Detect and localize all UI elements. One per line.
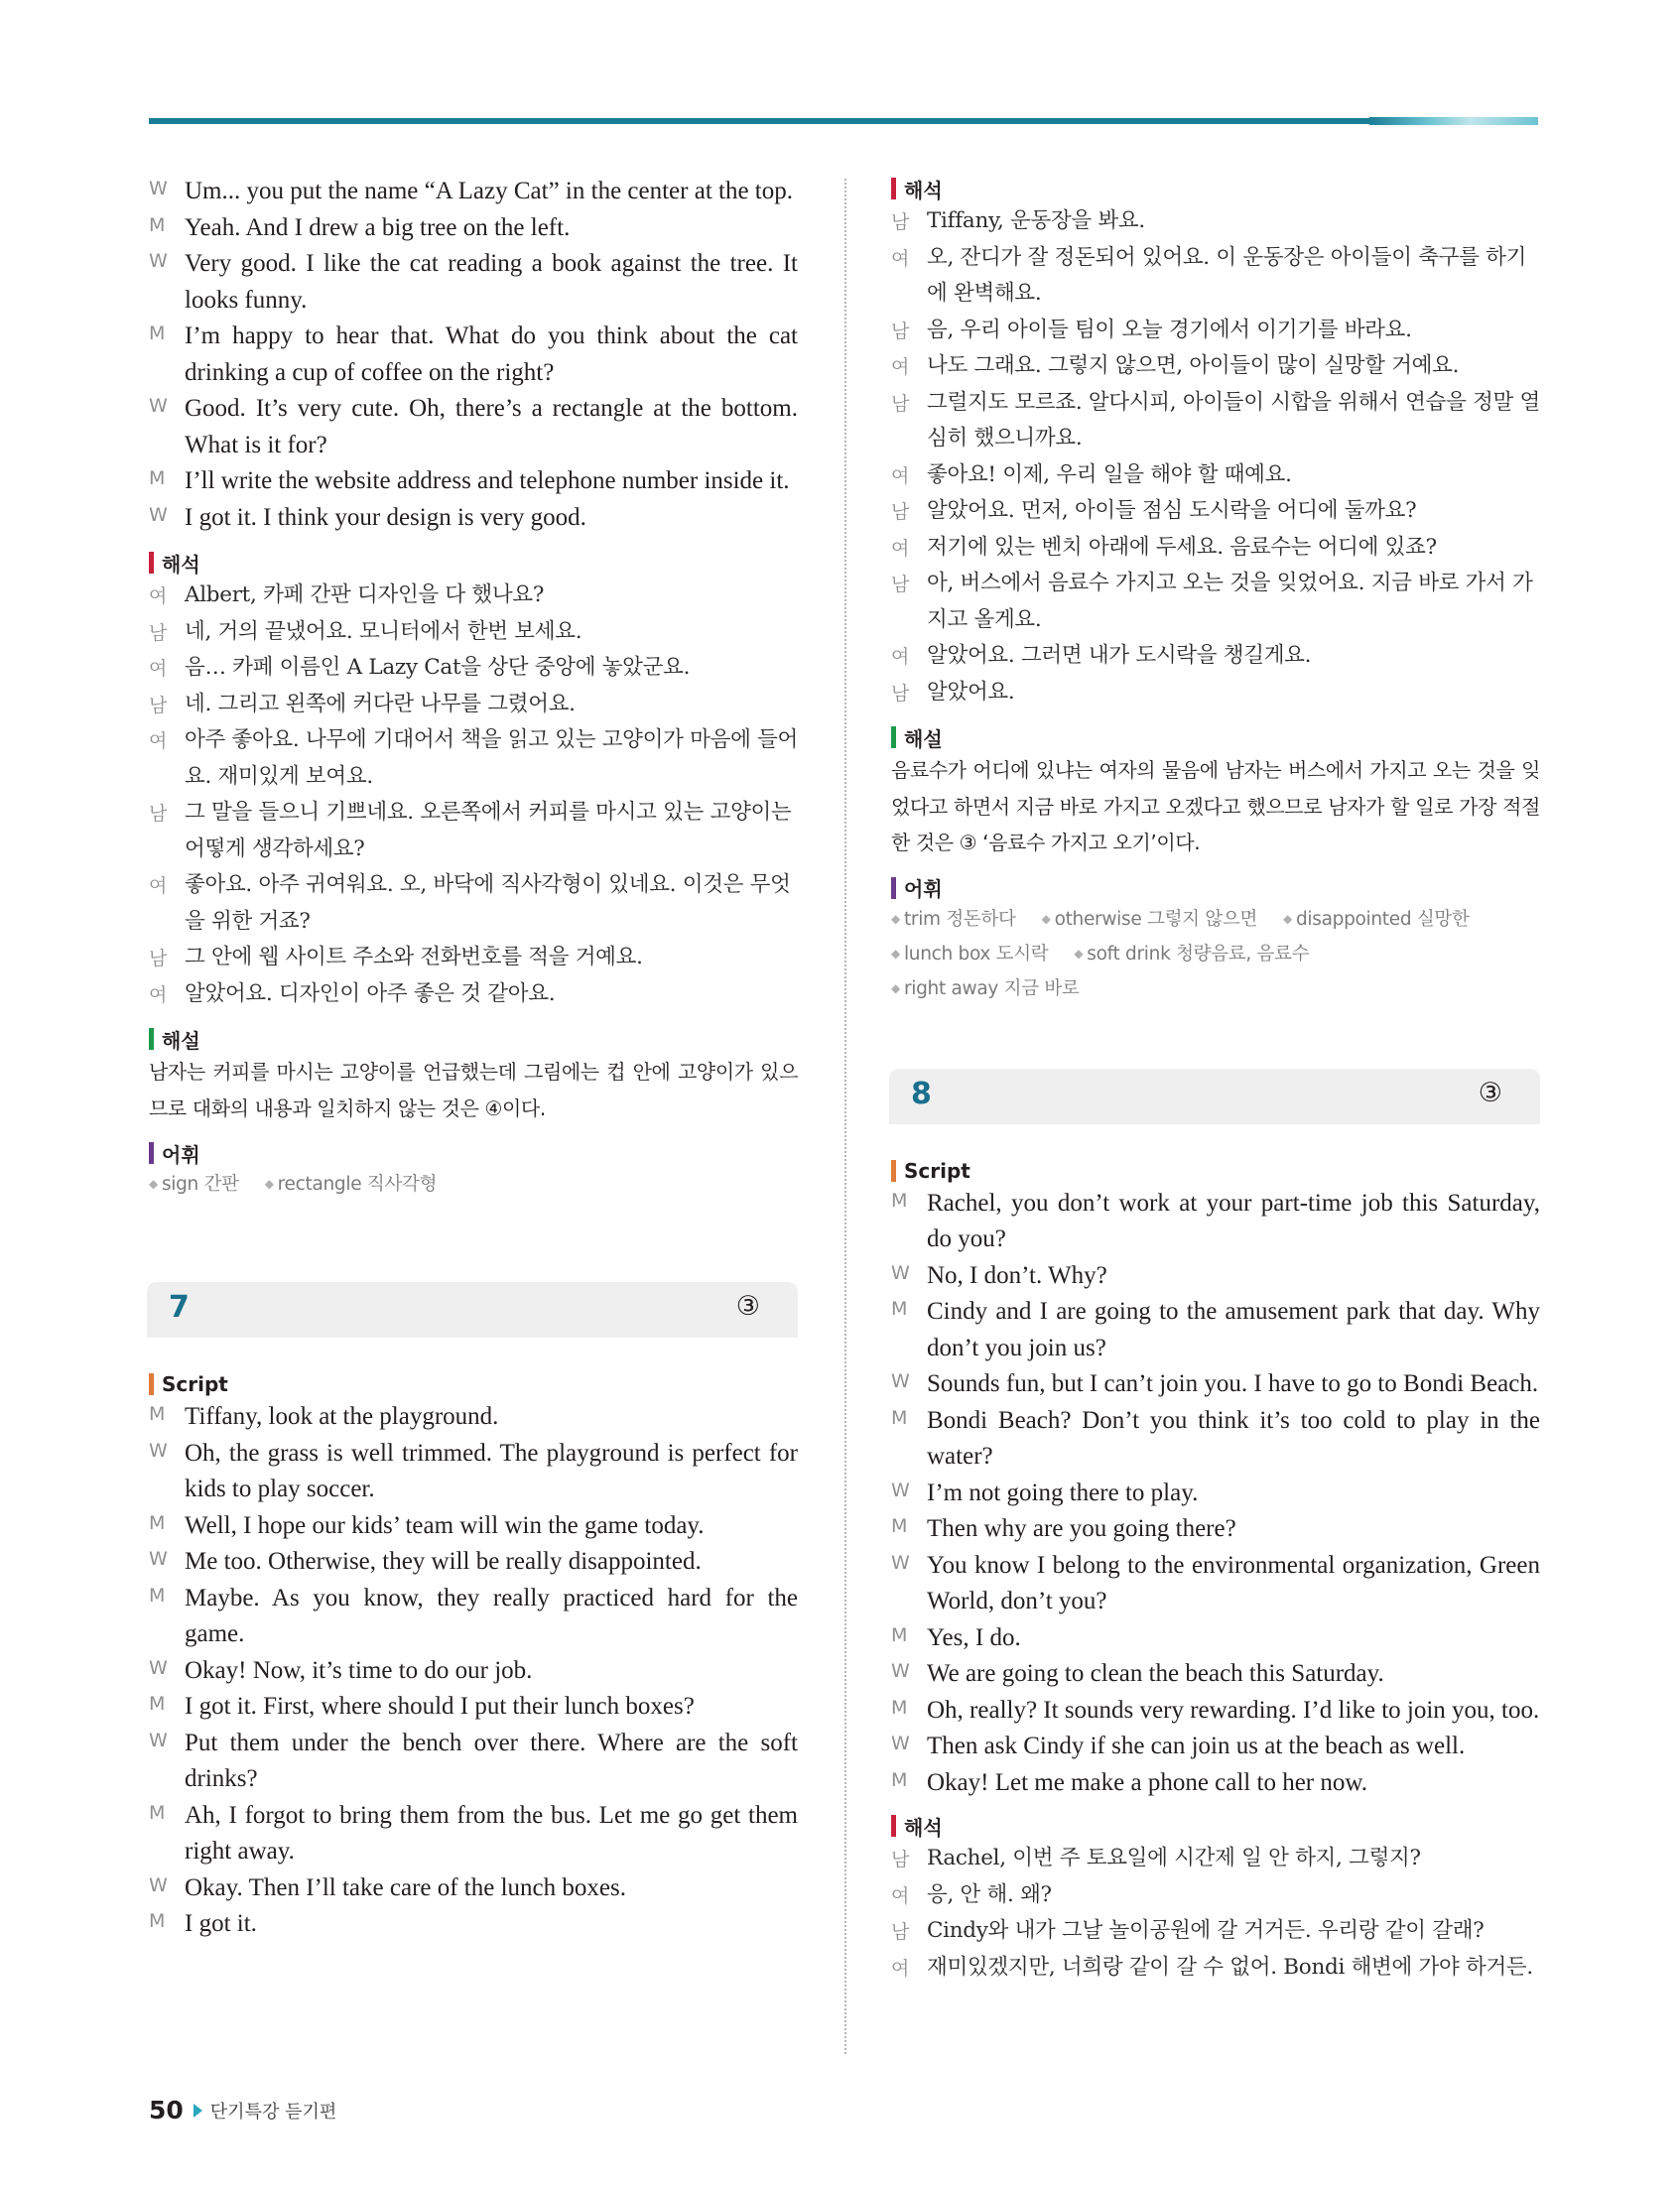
question-number: 7 <box>169 1290 190 1325</box>
speaker-mark: W <box>149 1439 168 1462</box>
dialogue-text: Um... you put the name “A Lazy Cat” in the center at the top. <box>185 178 794 204</box>
speaker-mark: M <box>149 1910 166 1932</box>
dialogue-line <box>891 1548 1540 1620</box>
dialogue-line <box>891 1950 1540 1987</box>
dialogue-line <box>891 675 1540 711</box>
bullet-icon: ◆ <box>891 946 900 961</box>
dialogue-line <box>891 1186 1540 1258</box>
speaker-mark: 남 <box>891 320 910 342</box>
vocabulary-7 <box>891 903 1540 1007</box>
dialogue-line <box>149 1581 798 1653</box>
dialogue-text: You know I belong to the environmental organization, Green World, don’t you? <box>927 1551 1540 1614</box>
dialogue-text: Okay. Then I’ll take care of the lunch boxes. <box>185 1873 626 1901</box>
dialogue-text: I’m not going there to play. <box>927 1479 1199 1506</box>
speaker-mark: 남 <box>891 574 910 595</box>
dialogue-text: 저기에 있는 벤치 아래에 두세요. 음료수는 어디에 있죠? <box>927 534 1437 560</box>
script-7 <box>149 1399 798 1943</box>
speaker-mark: W <box>149 250 168 272</box>
dialogue-line <box>149 578 798 614</box>
speaker-mark: 남 <box>891 1849 910 1870</box>
answer-mark: ③ <box>1478 1077 1502 1108</box>
speaker-mark: 남 <box>891 501 910 523</box>
speaker-mark: 남 <box>891 682 910 705</box>
right-column <box>891 174 1540 1986</box>
bullet-icon: ◆ <box>891 980 900 995</box>
speaker-mark: 여 <box>891 537 910 560</box>
translation-8 <box>891 1841 1540 1986</box>
vocab-item <box>149 1168 239 1203</box>
dialogue-text: Rachel, 이번 주 토요일에 시간제 일 안 하지, 그렇지? <box>927 1846 1421 1870</box>
dialogue-line <box>891 1693 1540 1730</box>
dialogue-line <box>891 313 1540 349</box>
dialogue-text: Albert, 카페 간판 디자인을 다 했나요? <box>185 582 545 607</box>
explanation-7: 음료수가 어디에 있냐는 여자의 물음에 남자는 버스에서 가지고 오는 것을 잊었다고 하면서 지금 바로 가지고 오겠다고 했으므로 남자가 할 일로 가장 적절한 것은 ③ ‘음료수 가지고 오기’이다. <box>891 758 1540 854</box>
dialogue-text: Cindy and I are going to the amusement park that day. Why don’t you join us? <box>927 1298 1540 1361</box>
dialogue-line <box>891 1877 1540 1914</box>
dialogue-text: 그 안에 웹 사이트 주소와 전화번호를 적을 거예요. <box>185 945 643 969</box>
dialogue-line <box>891 203 1540 240</box>
dialogue-line <box>149 463 798 500</box>
dialogue-line <box>149 687 798 723</box>
bullet-icon: ◆ <box>264 1177 274 1191</box>
haeseol-label: 해설 <box>149 1024 798 1054</box>
speaker-mark: 남 <box>149 803 168 825</box>
speaker-mark: W <box>891 1479 910 1501</box>
dialogue-line <box>149 1436 798 1508</box>
dialogue-line <box>149 1870 798 1907</box>
vocab-item <box>891 938 1048 972</box>
dialogue-text: 응, 안 해. 왜? <box>927 1881 1052 1907</box>
vocab-text: rectangle 직사각형 <box>277 1174 438 1195</box>
dialogue-text: No, I don’t. Why? <box>927 1261 1107 1289</box>
dialogue-text: Sounds fun, but I can’t join you. I have to go to Bondi Beach. <box>927 1370 1539 1397</box>
speaker-mark: 여 <box>891 646 910 668</box>
dialogue-text: 그 말을 들으니 기쁘네요. 오른쪽에서 커피를 마시고 있는 고양이는 어떻게 생각하세요? <box>185 800 792 861</box>
dialogue-line <box>891 1476 1540 1512</box>
dialogue-text: Oh, the grass is well trimmed. The playground is perfect for kids to play soccer. <box>185 1439 798 1502</box>
speaker-mark: 여 <box>149 585 168 607</box>
dialogue-line <box>891 1656 1540 1693</box>
vocab-text: lunch box 도시락 <box>903 943 1049 965</box>
speaker-mark: W <box>891 1261 910 1284</box>
dialogue-line <box>891 1841 1540 1877</box>
dialogue-line <box>149 174 798 210</box>
dialogue-text: Very good. I like the cat reading a book against the tree. It looks funny. <box>185 250 798 314</box>
speaker-mark: M <box>891 1298 908 1320</box>
page-number: 50 <box>149 2096 184 2124</box>
vocab-text: disappointed 실망한 <box>1295 908 1470 930</box>
speaker-mark: W <box>149 178 168 199</box>
dialogue-text: Ah, I forgot to bring them from the bus. Let me go get them right away. <box>185 1801 798 1865</box>
dialogue-line <box>891 1258 1540 1295</box>
speaker-mark: W <box>149 503 168 526</box>
dialogue-line <box>891 1403 1540 1476</box>
speaker-mark: W <box>149 1656 168 1679</box>
speaker-mark: W <box>149 395 168 417</box>
explanation-6: 남자는 커피를 마시는 고양이를 언급했는데 그림에는 컵 안에 고양이가 있으므로 대화의 내용과 일치하지 않는 것은 ④이다. <box>149 1060 798 1120</box>
dialogue-line <box>891 1294 1540 1366</box>
bullet-icon: ◆ <box>149 1177 158 1191</box>
dialogue-text: Well, I hope our kids’ team will win the game today. <box>185 1511 705 1539</box>
dialogue-line <box>891 1729 1540 1765</box>
dialogue-line <box>149 1399 798 1436</box>
speaker-mark: 남 <box>891 211 910 233</box>
dialogue-line <box>891 348 1540 385</box>
dialogue-text: Maybe. As you know, they really practiced hard for the game. <box>185 1584 798 1647</box>
dialogue-line <box>149 500 798 537</box>
speaker-mark: W <box>149 1873 168 1896</box>
speaker-mark: M <box>891 1768 908 1791</box>
vocab-text: right away 지금 바로 <box>903 977 1080 999</box>
column-divider <box>844 179 846 2054</box>
vocab-text: sign 간판 <box>161 1174 239 1195</box>
dialogue-text: I’m happy to hear that. What do you think about the cat drinking a cup of coffee on the right? <box>185 322 798 386</box>
vocab-text: trim 정돈하다 <box>903 908 1016 930</box>
script-label: Script <box>149 1369 798 1399</box>
vocab-item <box>1283 903 1470 938</box>
speaker-mark: 남 <box>891 392 910 415</box>
dialogue-line <box>891 530 1540 567</box>
speaker-mark: 여 <box>149 983 168 1006</box>
dialogue-line <box>149 1726 798 1798</box>
dialogue-text: Yes, I do. <box>927 1623 1021 1651</box>
speaker-mark: M <box>149 1511 166 1534</box>
speaker-mark: W <box>891 1660 910 1682</box>
dialogue-text: 오, 잔디가 잘 정돈되어 있어요. 이 운동장은 아이들이 축구를 하기에 완벽해요. <box>927 244 1527 306</box>
vocab-item <box>1042 903 1257 938</box>
dialogue-text: I got it. First, where should I put their lunch boxes? <box>185 1693 695 1720</box>
dialogue-text: Tiffany, look at the playground. <box>185 1403 499 1430</box>
question-7-header <box>147 1282 798 1338</box>
dialogue-text: 알았어요. 디자인이 아주 좋은 것 같아요. <box>185 980 556 1006</box>
speaker-mark: M <box>891 1189 908 1212</box>
dialogue-line <box>149 1544 798 1581</box>
speaker-mark: 여 <box>891 356 910 378</box>
speaker-mark: 남 <box>149 948 168 969</box>
dialogue-line <box>149 940 798 976</box>
dialogue-line <box>149 795 798 867</box>
dialogue-line <box>149 614 798 651</box>
dialogue-text: Rachel, you don’t work at your part-time job this Saturday, do you? <box>927 1189 1540 1252</box>
vocab-item <box>1074 938 1309 972</box>
speaker-mark: 여 <box>149 730 168 752</box>
dialogue-text: Me too. Otherwise, they will be really disappointed. <box>185 1548 702 1575</box>
speaker-mark: W <box>891 1370 910 1392</box>
dialogue-text: I got it. I think your design is very good. <box>185 503 586 531</box>
speaker-mark: M <box>891 1623 908 1646</box>
speaker-mark: M <box>149 1584 166 1607</box>
dialogue-text: 알았어요. 먼저, 아이들 점심 도시락을 어디에 둘까요? <box>927 498 1417 523</box>
dialogue-text: Cindy와 내가 그날 놀이공원에 갈 거거든. 우리랑 같이 갈래? <box>927 1918 1485 1943</box>
speaker-mark: 남 <box>891 1921 910 1943</box>
dialogue-line <box>149 650 798 687</box>
haeseok-label: 해석 <box>149 548 798 578</box>
bullet-icon: ◆ <box>1074 946 1084 961</box>
page-footer <box>149 2096 336 2124</box>
dialogue-line <box>149 246 798 319</box>
speaker-mark: W <box>149 1729 168 1751</box>
dialogue-text: 좋아요! 이제, 우리 일을 해야 할 때예요. <box>927 461 1292 487</box>
dialogue-line <box>149 391 798 463</box>
speaker-mark: 남 <box>149 621 168 644</box>
dialogue-line <box>149 1653 798 1690</box>
dialogue-text: Oh, really? It sounds very rewarding. I’d like to join you, too. <box>927 1696 1540 1724</box>
speaker-mark: M <box>149 1801 166 1824</box>
dialogue-line <box>891 1366 1540 1403</box>
speaker-mark: M <box>149 467 166 489</box>
dialogue-text: 재미있겠지만, 너희랑 같이 갈 수 없어. Bondi 해변에 가야 하거든. <box>927 1954 1533 1980</box>
vocab-item <box>265 1168 437 1203</box>
dialogue-line <box>149 1508 798 1545</box>
dialogue-line <box>891 493 1540 530</box>
speaker-mark: W <box>891 1733 910 1754</box>
dialogue-text: 네. 그리고 왼쪽에 커다란 나무를 그렸어요. <box>185 691 576 716</box>
speaker-mark: M <box>149 1403 166 1425</box>
dialogue-line <box>149 976 798 1013</box>
dialogue-line <box>149 319 798 391</box>
speaker-mark: M <box>149 1693 166 1715</box>
speaker-mark: 남 <box>149 694 168 716</box>
speaker-mark: 여 <box>891 1957 910 1980</box>
dialogue-line <box>149 1906 798 1943</box>
dialogue-line <box>891 1511 1540 1548</box>
dialogue-text: 아, 버스에서 음료수 가지고 오는 것을 잊었어요. 지금 바로 가서 가지고 올게요. <box>927 571 1533 632</box>
script-label: Script <box>891 1156 1540 1186</box>
dialogue-text: Good. It’s very cute. Oh, there’s a rectangle at the bottom. What is it for? <box>185 395 798 458</box>
dialogue-text: I’ll write the website address and telephone number inside it. <box>185 467 790 494</box>
script-8 <box>891 1186 1540 1802</box>
dialogue-line <box>891 240 1540 313</box>
dialogue-line <box>149 210 798 247</box>
dialogue-line <box>149 867 798 940</box>
dialogue-line <box>149 1689 798 1726</box>
speaker-mark: W <box>891 1551 910 1574</box>
dialogue-text: Yeah. And I drew a big tree on the left. <box>185 213 571 241</box>
bullet-icon: ◆ <box>891 911 900 926</box>
dialogue-text: 좋아요. 아주 귀여워요. 오, 바닥에 직사각형이 있네요. 이것은 무엇을 위한 거죠? <box>185 872 791 934</box>
dialogue-text: Tiffany, 운동장을 봐요. <box>927 208 1145 233</box>
speaker-mark: M <box>891 1696 908 1719</box>
speaker-mark: 여 <box>891 1884 910 1907</box>
speaker-mark: 여 <box>891 464 910 487</box>
dialogue-text: 알았어요. <box>927 679 1015 705</box>
vocab-item <box>891 972 1079 1007</box>
dialogue-text: 나도 그래요. 그렇지 않으면, 아이들이 많이 실망할 거예요. <box>927 353 1460 378</box>
top-rule <box>149 117 1538 125</box>
translation-6 <box>149 578 798 1012</box>
speaker-mark: M <box>891 1406 908 1429</box>
dialogue-text: 네, 거의 끝냈어요. 모니터에서 한번 보세요. <box>185 618 582 644</box>
vocab-text: otherwise 그렇지 않으면 <box>1054 908 1258 930</box>
triangle-icon <box>194 2104 202 2118</box>
bullet-icon: ◆ <box>1283 911 1292 926</box>
vocab-text: soft drink 청량음료, 음료수 <box>1087 943 1310 965</box>
question-8-header <box>889 1069 1540 1124</box>
speaker-mark: M <box>149 322 166 344</box>
speaker-mark: 여 <box>149 658 168 680</box>
dialogue-text: 알았어요. 그러면 내가 도시락을 챙길게요. <box>927 643 1312 668</box>
dialogue-text: 아주 좋아요. 나무에 기대어서 책을 읽고 있는 고양이가 마음에 들어요. 재미있게 보여요. <box>185 727 799 789</box>
dialogue-text: Okay! Now, it’s time to do our job. <box>185 1656 533 1684</box>
question-number: 8 <box>911 1076 932 1111</box>
eohwi-label: 어휘 <box>891 873 1540 903</box>
dialogue-line <box>891 566 1540 638</box>
dialogue-text: I got it. <box>185 1910 257 1937</box>
eohwi-label: 어휘 <box>149 1138 798 1168</box>
haeseok-label: 해석 <box>891 174 1540 203</box>
answer-mark: ③ <box>735 1291 760 1322</box>
dialogue-line <box>891 1620 1540 1657</box>
dialogue-text: Okay! Let me make a phone call to her now. <box>927 1768 1368 1796</box>
dialogue-text: 그럴지도 모르죠. 알다시피, 아이들이 시합을 위해서 연습을 정말 열심히 했으니까요. <box>927 389 1541 450</box>
dialogue-line <box>891 457 1540 494</box>
bullet-icon: ◆ <box>1041 911 1051 926</box>
haeseol-label: 해설 <box>891 722 1540 752</box>
speaker-mark: W <box>149 1548 168 1570</box>
speaker-mark: 여 <box>891 247 910 270</box>
dialogue-text: 음, 우리 아이들 팀이 오늘 경기에서 이기기를 바라요. <box>927 317 1412 342</box>
dialogue-text: We are going to clean the beach this Saturday. <box>927 1660 1384 1687</box>
vocabulary-6 <box>149 1168 798 1203</box>
speaker-mark: M <box>891 1515 908 1537</box>
book-title: 단기특강 듣기편 <box>209 2101 337 2123</box>
dialogue-line <box>891 1765 1540 1802</box>
dialogue-text: Then ask Cindy if she can join us at the beach as well. <box>927 1733 1466 1759</box>
left-column <box>149 174 798 1943</box>
dialogue-line <box>891 385 1540 457</box>
dialogue-line <box>149 722 798 795</box>
dialogue-text: Put them under the bench over there. Where are the soft drinks? <box>185 1729 798 1792</box>
speaker-mark: 여 <box>149 875 168 897</box>
dialogue-line <box>891 638 1540 675</box>
dialogue-line <box>891 1913 1540 1950</box>
dialogue-line <box>149 1798 798 1870</box>
speaker-mark: M <box>149 213 166 236</box>
dialogue-text: 음… 카페 이름인 A Lazy Cat을 상단 중앙에 놓았군요. <box>185 655 691 680</box>
script-6-continued <box>149 174 798 536</box>
dialogue-text: Then why are you going there? <box>927 1515 1236 1542</box>
vocab-item <box>891 903 1016 938</box>
haeseok-label: 해석 <box>891 1811 1540 1841</box>
dialogue-text: Bondi Beach? Don’t you think it’s too cold to play in the water? <box>927 1406 1540 1470</box>
translation-7 <box>891 203 1540 710</box>
